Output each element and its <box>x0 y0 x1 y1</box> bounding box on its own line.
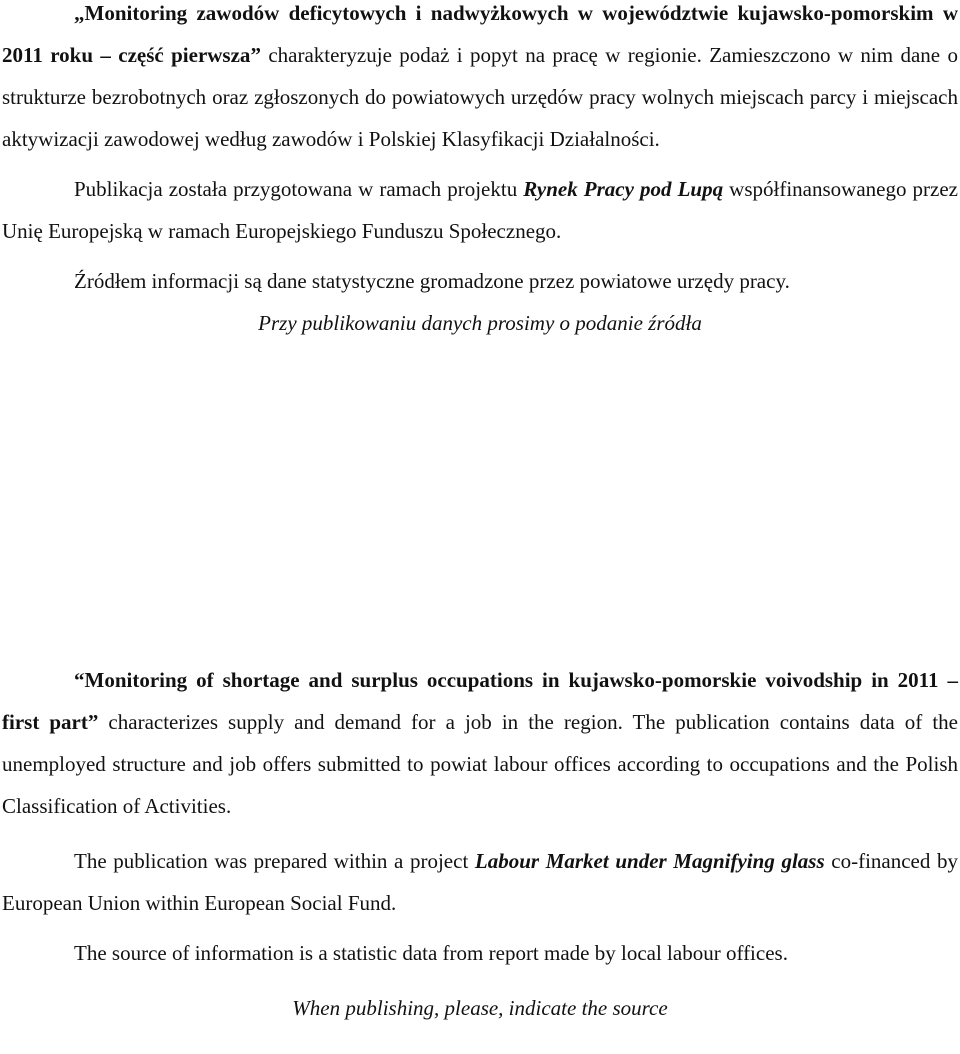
english-project-text-before: The publication was prepared within a project <box>74 849 475 873</box>
polish-title-quote-open: „ <box>74 1 85 25</box>
english-section <box>0 659 960 1029</box>
polish-publication-title: Monitoring zawodów deficytowych i nadwyżkowych w województwie kujawsko-pomorskim w 2011 roku – część pierwsza <box>2 1 958 67</box>
english-citation-note: When publishing, please, indicate the source <box>292 996 668 1020</box>
polish-intro-text: charakteryzuje podaż i popyt na pracę w regionie. Zamieszczono w nim dane o strukturze bezrobotnych oraz zgłoszonych do powiatowych urzędów pracy wolnych miejscach parcy i miejscach aktywizacji zawodowej według zawodów i Polskiej Klasyfikacji Działalności. <box>2 43 958 151</box>
english-project-text-after: co-financed by European Union within European Social Fund. <box>2 849 958 915</box>
polish-project-name: Rynek Pracy pod Lupą <box>523 177 724 201</box>
polish-section <box>0 0 960 344</box>
polish-title-quote-close: ” <box>250 43 261 67</box>
polish-project-paragraph <box>0 168 960 252</box>
polish-project-text-before: Publikacja została przygotowana w ramach projektu <box>74 177 524 201</box>
polish-source-paragraph: Źródłem informacji są dane statystyczne gromadzone przez powiatowe urzędy pracy. <box>74 269 790 293</box>
polish-citation-note: Przy publikowaniu danych prosimy o podanie źródła <box>258 311 702 335</box>
english-intro-paragraph <box>0 659 960 827</box>
english-intro-text: characterizes supply and demand for a job in the region. The publication contains data of the unemployed structure and job offers submitted to powiat labour offices according to occupations and the Polish Classification of Activities. <box>2 710 959 818</box>
polish-intro-paragraph <box>0 0 960 160</box>
polish-project-text-after: współfinansowanego przez Unię Europejską w ramach Europejskiego Funduszu Społecznego. <box>2 177 958 243</box>
english-title-quote-open: “ <box>74 668 85 692</box>
english-project-name: Labour Market under Magnifying glass <box>474 849 825 873</box>
english-title-quote-close: ” <box>87 710 99 734</box>
english-publication-title: Monitoring of shortage and surplus occupations in kujawsko-pomorskie voivodship in 2011 – first part <box>2 668 958 734</box>
english-source-paragraph: The source of information is a statistic data from report made by local labour offices. <box>74 941 788 965</box>
english-project-paragraph <box>0 840 960 924</box>
